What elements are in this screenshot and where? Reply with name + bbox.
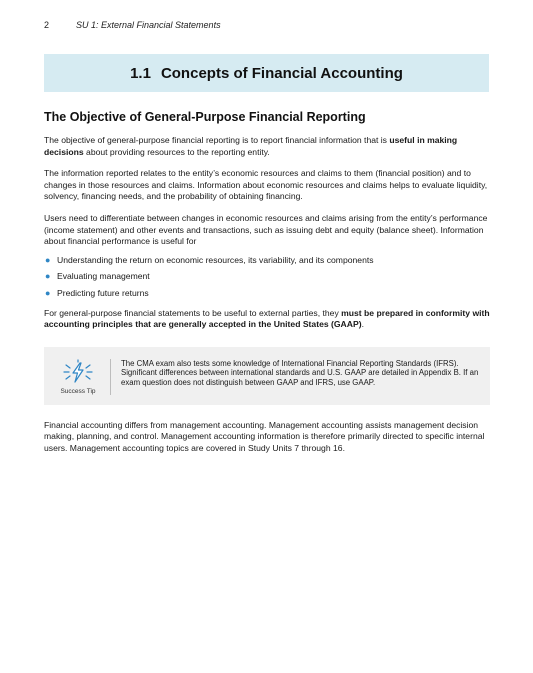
lightning-bolt-icon xyxy=(61,359,95,385)
p4-emphasis: must be prepared in conformity with accounting principles that are generally accepted in the United States (GAAP) xyxy=(44,307,490,330)
list-item-text: Understanding the return on economic resources, its variability, and its components xyxy=(57,254,374,265)
p4-text-start: For general-purpose financial statements to be useful to external parties, they xyxy=(44,307,342,318)
list-item xyxy=(44,288,490,300)
bullet-dot-icon: ● xyxy=(45,254,51,265)
list-item-text: Evaluating management xyxy=(57,271,150,282)
page-header xyxy=(44,20,221,30)
bullet-list xyxy=(44,255,490,300)
paragraph-gaap xyxy=(44,308,490,331)
bullet-dot-icon: ● xyxy=(45,287,51,298)
paragraph-users: Users need to differentiate between changes in economic resources and claims arising from the entity’s performance (income statement) and other events and transactions, such as issuing debt and equity (balance sheet). Information about financial performance is useful for xyxy=(44,212,488,247)
section-banner xyxy=(44,54,489,92)
p1-text-end: about providing resources to the reporting entity. xyxy=(83,146,270,157)
success-tip-label: Success Tip xyxy=(60,387,96,395)
success-tip-text: The CMA exam also tests some knowledge of International Financial Reporting Standards (IFRS). Significant differences between international standards and U.S. GAAP are detailed in Appendix B. If an exam question does not distinguish between GAAP and IFRS, use GAAP. xyxy=(121,358,479,387)
section-title: Concepts of Financial Accounting xyxy=(160,64,403,82)
unit-title: SU 1: External Financial Statements xyxy=(76,20,221,30)
p4-text-end: . xyxy=(361,319,364,330)
section-number: 1.1 xyxy=(130,64,151,82)
bullet-dot-icon: ● xyxy=(45,271,51,282)
subsection-heading: The Objective of General-Purpose Financial Reporting xyxy=(44,110,366,124)
list-item xyxy=(44,271,490,283)
p1-emphasis: useful in making decisions xyxy=(44,135,458,157)
paragraph-objective xyxy=(44,135,490,158)
p1-text-start: The objective of general-purpose financial reporting is to report financial information that is xyxy=(44,135,390,145)
main-content xyxy=(44,110,490,465)
paragraph-management-accounting: Financial accounting differs from management accounting. Management accounting assists management decision making, planning, and control. Management accounting information is therefore primarily directed to specific internal users. Management accounting topics are covered in Study Units 7 through 16. xyxy=(44,419,485,453)
list-item xyxy=(44,255,490,267)
paragraph-resources: The information reported relates to the entity’s economic resources and claims to them (financial position) and to changes in those resources and claims. Information about economic resources and claims helps to evaluate liquidity, solvency, financing needs, and the probability of obtaining financing. xyxy=(44,168,488,202)
list-item-text: Predicting future returns xyxy=(57,287,149,298)
success-tip-badge xyxy=(52,359,111,395)
page-number: 2 xyxy=(44,20,50,30)
success-tip-box xyxy=(44,347,490,405)
